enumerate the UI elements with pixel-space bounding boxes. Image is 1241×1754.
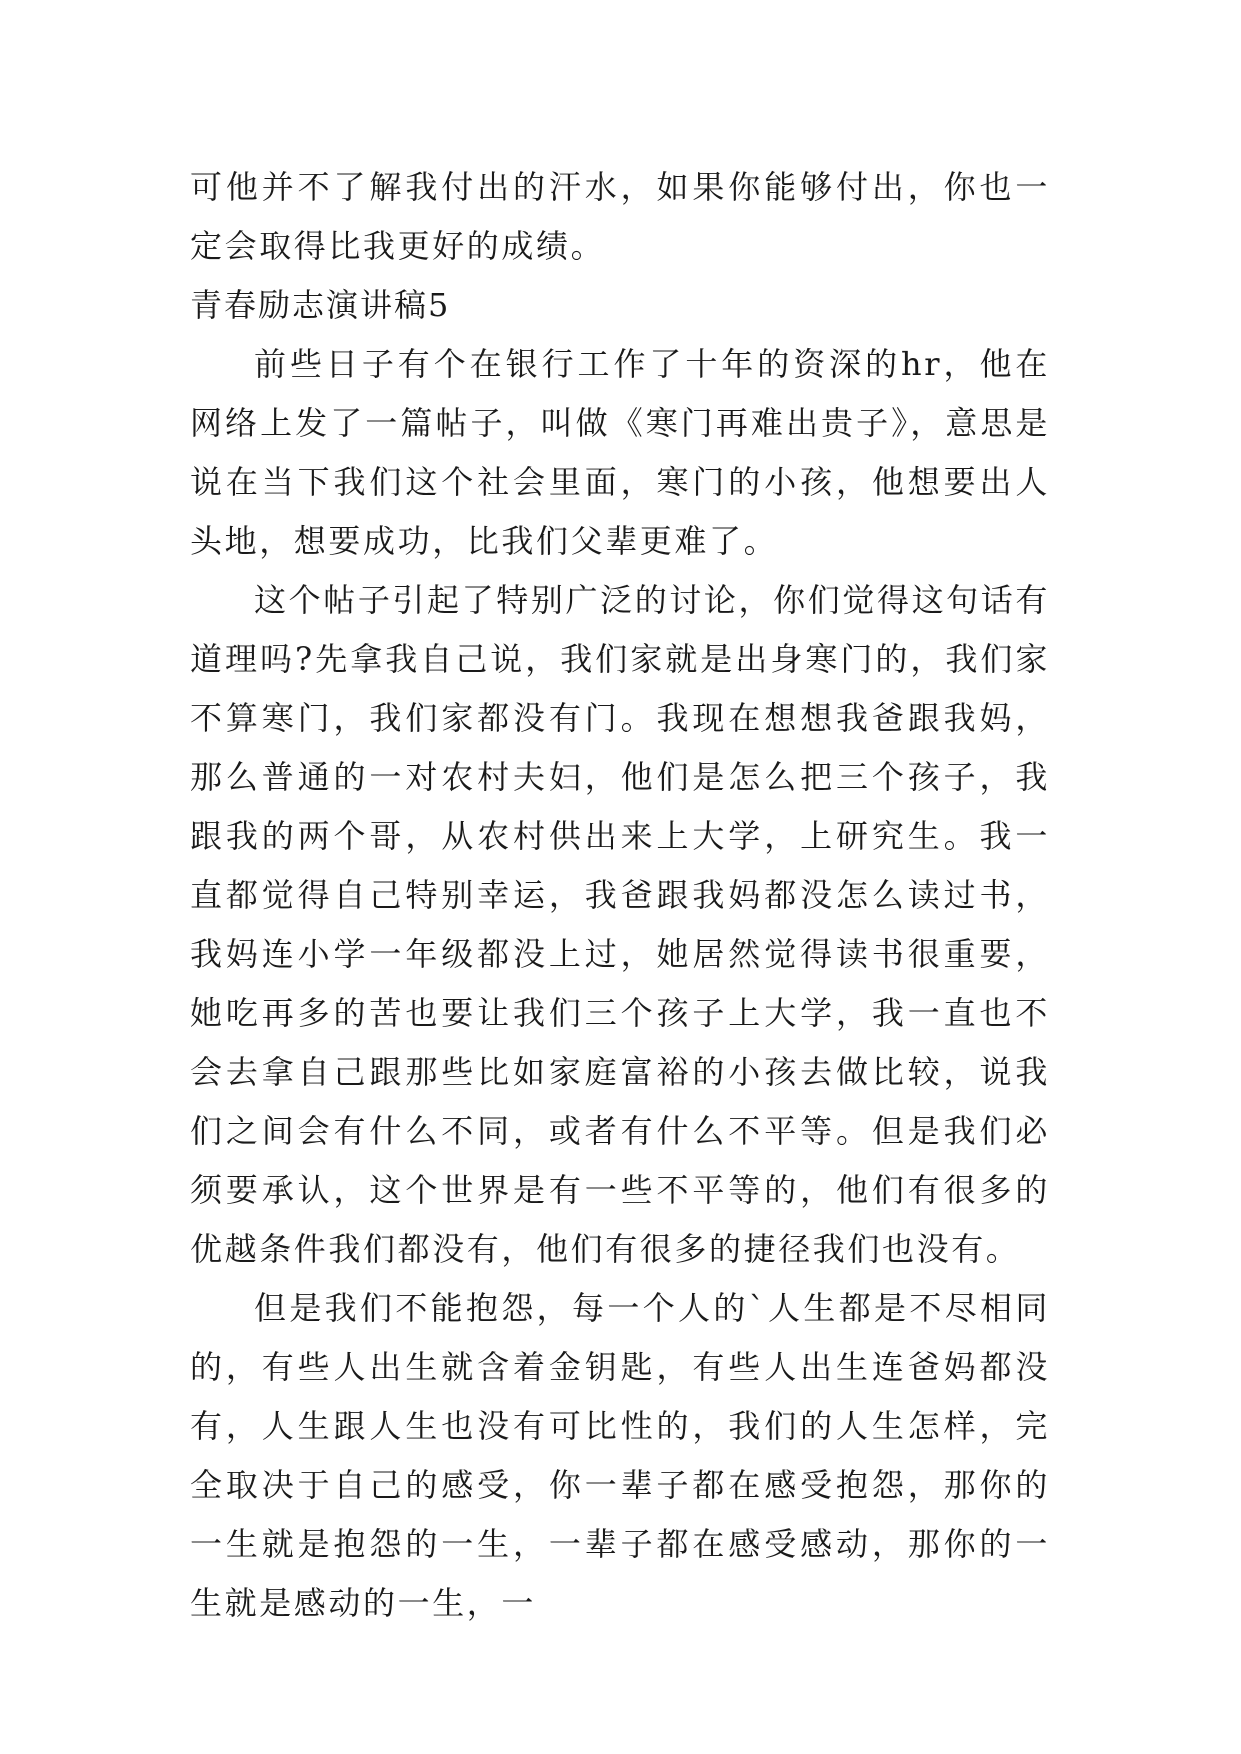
document-body [190,158,1050,1633]
body-paragraph-1: 前些日子有个在银行工作了十年的资深的hr，他在网络上发了一篇帖子，叫做《寒门再难出贵子》，意思是说在当下我们这个社会里面，寒门的小孩，他想要出人头地，想要成功，比我们父辈更难了。 [190,345,1050,560]
body-paragraph-3: 但是我们不能抱怨，每一个人的`人生都是不尽相同的，有些人出生就含着金钥匙，有些人出生连爸妈都没有，人生跟人生也没有可比性的，我们的人生怎样，完全取决于自己的感受，你一辈子都在感受抱怨，那你的一生就是抱怨的一生，一辈子都在感受感动，那你的一生就是感动的一生，一 [190,1289,1050,1622]
body-paragraph-2: 这个帖子引起了特别广泛的讨论，你们觉得这句话有道理吗?先拿我自己说，我们家就是出身寒门的，我们家不算寒门，我们家都没有门。我现在想想我爸跟我妈，那么普通的一对农村夫妇，他们是怎么把三个孩子，我跟我的两个哥，从农村供出来上大学，上研究生。我一直都觉得自己特别幸运，我爸跟我妈都没怎么读过书，我妈连小学一年级都没上过，她居然觉得读书很重要，她吃再多的苦也要让我们三个孩子上大学，我一直也不会去拿自己跟那些比如家庭富裕的小孩去做比较，说我们之间会有什么不同，或者有什么不平等。但是我们必须要承认，这个世界是有一些不平等的，他们有很多的优越条件我们都没有，他们有很多的捷径我们也没有。 [190,581,1050,1268]
intro-paragraph: 可他并不了解我付出的汗水，如果你能够付出，你也一定会取得比我更好的成绩。 [190,168,1050,265]
section-title: 青春励志演讲稿5 [190,286,451,324]
